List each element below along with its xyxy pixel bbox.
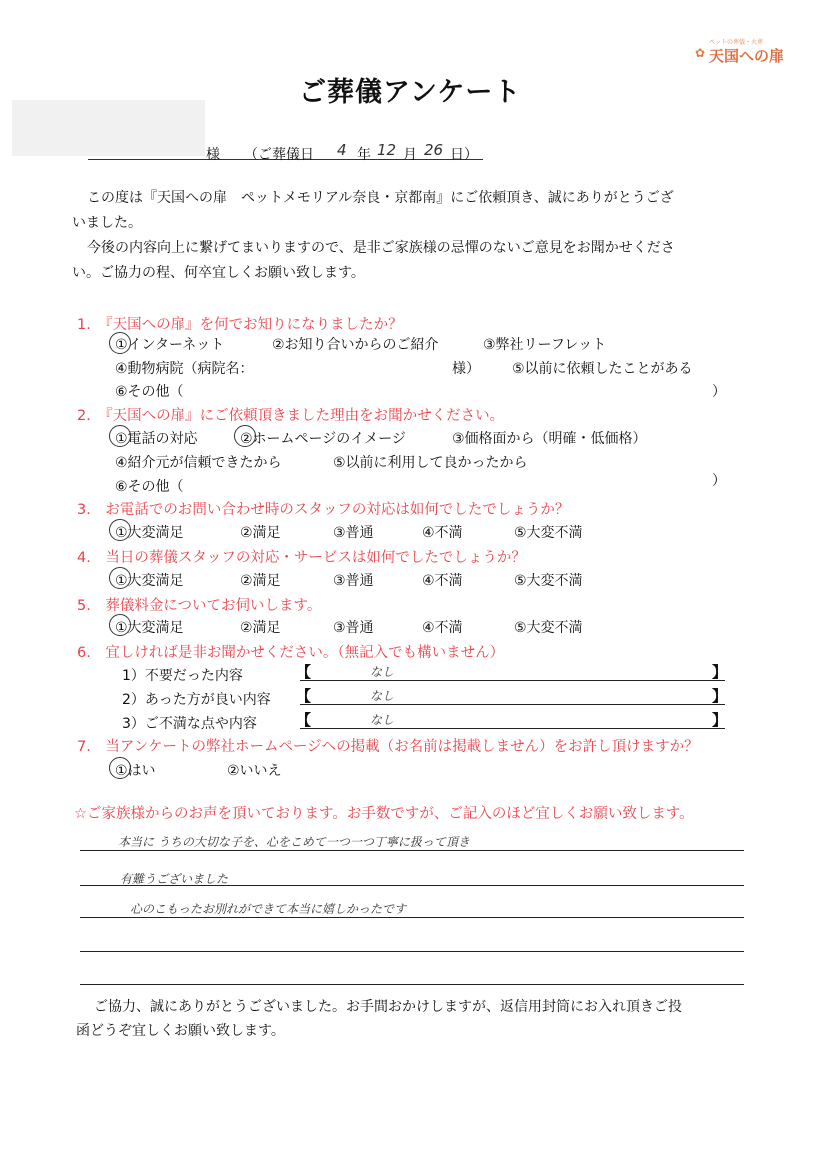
- q6-item-2-answer[interactable]: なし: [370, 689, 395, 703]
- q1-option-other[interactable]: ⑥その他（: [115, 384, 184, 400]
- year-label: 年: [357, 147, 371, 163]
- q6-item-3-answer[interactable]: なし: [370, 713, 395, 727]
- q1-option-leaflet[interactable]: ③弊社リーフレット: [483, 337, 607, 353]
- q4-rating-neutral[interactable]: ③普通: [333, 573, 374, 589]
- logo-text: 天国への扉: [709, 47, 785, 65]
- feedback-line-1[interactable]: 本当に うちの大切な子を、心をこめて一つ一つ丁寧に扱って頂き: [118, 835, 470, 849]
- feedback-underline-3: [80, 917, 744, 918]
- q4-rating-very-dissatisfied[interactable]: ⑤大変不満: [514, 573, 583, 589]
- q2-option-trusted-referrer[interactable]: ④紹介元が信頼できたから: [115, 455, 282, 471]
- intro-line-3: 今後の内容向上に繋げてまいりますので、是非ご家族様の忌憚のないご意見をお聞かせくださ: [87, 240, 675, 256]
- intro-line-4: い。ご協力の程、何卒宜しくお願い致します。: [72, 265, 365, 281]
- day-label: 日）: [450, 147, 478, 163]
- q6-item-1-open: 【: [296, 663, 312, 681]
- answer-circle-q5: [109, 614, 131, 636]
- q1-option-previous[interactable]: ⑤以前に依頼したことがある: [512, 361, 693, 377]
- q1-option-vet[interactable]: ④動物病院（病院名：: [115, 361, 254, 377]
- q2-option-other[interactable]: ⑥その他（: [115, 479, 184, 495]
- page-title: ご葬儀アンケート: [299, 77, 522, 108]
- q3-rating-very-satisfied[interactable]: ①大変満足: [115, 525, 184, 541]
- feedback-underline-2: [80, 885, 744, 886]
- q6-item-1-answer[interactable]: なし: [370, 665, 395, 679]
- q2-option-used-before[interactable]: ⑤以前に利用して良かったから: [333, 455, 528, 471]
- month-label: 月: [403, 147, 417, 163]
- q2-option-homepage[interactable]: ②ホームページのイメージ: [240, 431, 406, 447]
- q5-rating-neutral[interactable]: ③普通: [333, 620, 374, 636]
- q3-question: 3. お電話でのお問い合わせ時のスタッフの対応は如何でしたでしょうか？: [77, 502, 570, 518]
- q3-rating-dissatisfied[interactable]: ④不満: [422, 525, 463, 541]
- q1-question: 1. 『天国への扉』を何でお知りになりましたか？: [77, 317, 403, 333]
- q6-item-3-label: 3）ご不満な点や内容: [122, 716, 257, 732]
- q3-rating-very-dissatisfied[interactable]: ⑤大変不満: [514, 525, 583, 541]
- answer-circle-q3: [109, 519, 131, 541]
- q7-question: 7. 当アンケートの弊社ホームページへの掲載（お名前は掲載しません）をお許し頂けますか？: [77, 739, 699, 755]
- q1-option-internet[interactable]: ①インターネット: [115, 337, 225, 353]
- q3-rating-neutral[interactable]: ③普通: [333, 525, 374, 541]
- q6-item-2-underline: [300, 704, 725, 705]
- q2-option-price[interactable]: ③価格面から（明確・低価格）: [452, 431, 647, 447]
- q7-option-no[interactable]: ②いいえ: [227, 763, 282, 779]
- q1-vet-suffix: 様）: [452, 361, 480, 377]
- q6-item-3-close: 】: [712, 711, 728, 729]
- q6-item-1-underline: [300, 680, 725, 681]
- sama-label: 様: [206, 147, 220, 163]
- q6-item-2-label: 2）あった方が良い内容: [122, 692, 271, 708]
- answer-circle-q2-homepage: [234, 425, 256, 447]
- funeral-month-value: 12: [377, 141, 397, 159]
- q1-other-close: ）: [712, 384, 726, 400]
- q5-rating-satisfied[interactable]: ②満足: [240, 620, 281, 636]
- q2-question: 2. 『天国への扉』にご依頼頂きました理由をお聞かせください。: [77, 408, 505, 424]
- closing-line-2: 函どうぞ宜しくお願い致します。: [76, 1023, 285, 1039]
- answer-circle-q4: [109, 567, 131, 589]
- feedback-line-2[interactable]: 有難うございました: [120, 872, 229, 886]
- q3-rating-satisfied[interactable]: ②満足: [240, 525, 281, 541]
- company-logo: [695, 37, 805, 67]
- intro-line-1: この度は『天国への扉 ペットメモリアル奈良・京都南』にご依頼頂き、誠にありがとうござ: [87, 190, 674, 206]
- q6-question: 6. 宜しければ是非お聞かせください。（無記入でも構いません）: [77, 645, 505, 661]
- redacted-name-box: [12, 100, 205, 156]
- q6-item-3-underline: [300, 728, 725, 729]
- q6-item-2-open: 【: [296, 687, 312, 705]
- q5-rating-very-dissatisfied[interactable]: ⑤大変不満: [514, 620, 583, 636]
- q6-item-1-label: 1）不要だった内容: [122, 668, 243, 684]
- feedback-heading: ☆ご家族様からのお声を頂いております。お手数ですが、ご記入のほど宜しくお願い致します。: [74, 806, 694, 822]
- feedback-line-3[interactable]: 心のこもったお別れができて本当に嬉しかったです: [130, 902, 407, 916]
- feedback-underline-5: [80, 984, 744, 985]
- q2-other-close: ）: [712, 473, 726, 489]
- intro-line-2: いました。: [72, 215, 142, 231]
- funeral-date-label: （ご葬儀日: [244, 147, 314, 163]
- feedback-underline-4: [80, 951, 744, 952]
- q5-question: 5. 葬儀料金についてお伺いします。: [77, 598, 322, 614]
- q5-rating-dissatisfied[interactable]: ④不満: [422, 620, 463, 636]
- closing-line-1: ご協力、誠にありがとうございました。お手間おかけしますが、返信用封筒にお入れ頂きご投: [94, 999, 682, 1015]
- answer-circle-q7: [109, 757, 131, 779]
- q6-item-2-close: 】: [712, 687, 728, 705]
- q5-rating-very-satisfied[interactable]: ①大変満足: [115, 620, 184, 636]
- funeral-year-value: 4: [337, 141, 347, 159]
- q1-option-referral[interactable]: ②お知り合いからのご紹介: [272, 337, 439, 353]
- funeral-day-value: 26: [424, 141, 444, 159]
- q4-rating-very-satisfied[interactable]: ①大変満足: [115, 573, 184, 589]
- q6-item-1-close: 】: [712, 663, 728, 681]
- q6-item-3-open: 【: [296, 711, 312, 729]
- logo-tagline: ペットの葬儀・火葬: [709, 39, 764, 46]
- q7-option-yes[interactable]: ①はい: [115, 763, 156, 779]
- q4-question: 4. 当日の葬儀スタッフの対応・サービスは如何でしたでしょうか？: [77, 550, 526, 566]
- q2-option-phone[interactable]: ①電話の対応: [115, 431, 198, 447]
- feedback-underline-1: [80, 850, 744, 851]
- flower-icon: ✿: [695, 46, 706, 60]
- q4-rating-satisfied[interactable]: ②満足: [240, 573, 281, 589]
- answer-circle-q1: [109, 332, 131, 354]
- answer-circle-q2-phone: [109, 425, 131, 447]
- q4-rating-dissatisfied[interactable]: ④不満: [422, 573, 463, 589]
